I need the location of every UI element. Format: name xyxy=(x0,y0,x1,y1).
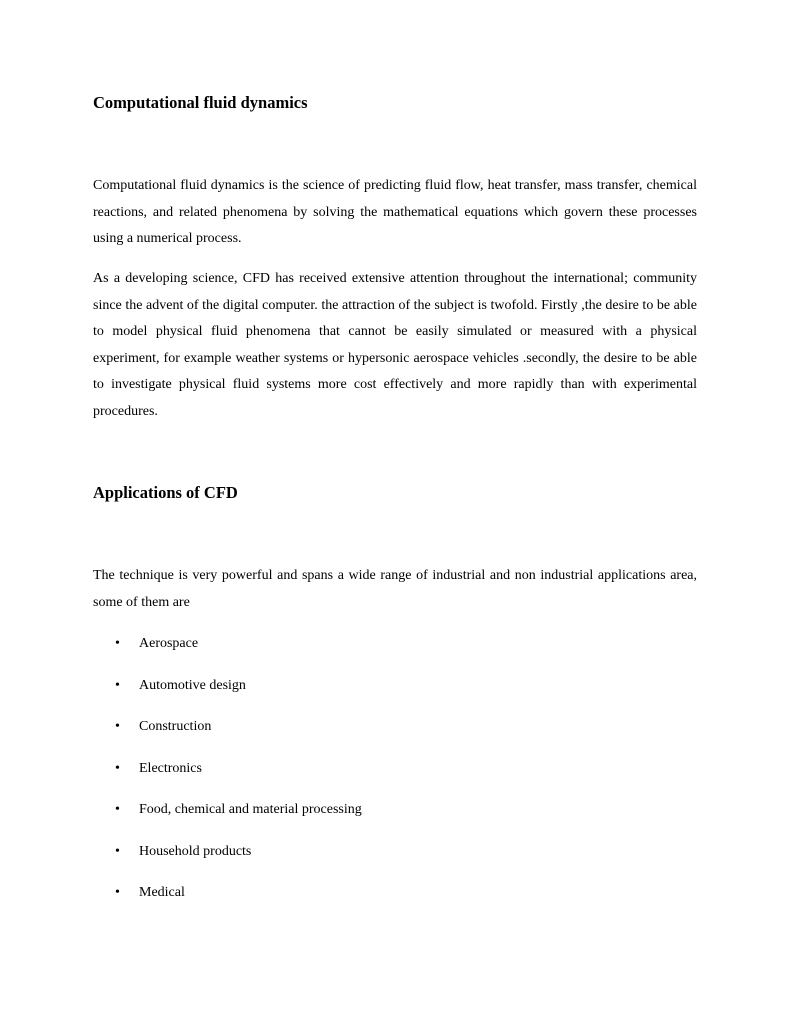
list-item-construction xyxy=(93,715,362,757)
heading-computational-fluid-dynamics: Computational fluid dynamics xyxy=(93,93,308,112)
list-item-automotive-design xyxy=(93,674,362,716)
list-item-label: Household products xyxy=(139,843,252,859)
list-item-household-products xyxy=(93,840,362,882)
list-item-label: Medical xyxy=(139,885,185,900)
bullet-icon: • xyxy=(115,885,120,900)
heading-applications-of-cfd: Applications of CFD xyxy=(93,483,238,502)
list-item-medical xyxy=(93,881,362,923)
paragraph-cfd-development: As a developing science, CFD has received extensive attention throughout the international; community since the advent of the digital computer. the attraction of the subject is twofold. Firstly ,the desire to be able to model physical fluid phenomena that cannot be easily simulated or measured with a physical experiment, for example weather systems or hypersonic aerospace vehicles .secondly, the desire to be able to investigate physical fluid systems more cost effectively and more rapidly than with experimental procedures. xyxy=(93,271,697,419)
applications-list xyxy=(93,632,362,923)
bullet-icon: • xyxy=(115,802,120,817)
paragraph-cfd-definition: Computational fluid dynamics is the science of predicting fluid flow, heat transfer, mass transfer, chemical reactions, and related phenomena by solving the mathematical equations which govern these processes using a numerical process. xyxy=(93,178,697,247)
list-item-food-chemical-material xyxy=(93,798,362,840)
bullet-icon: • xyxy=(115,843,120,859)
bullet-icon: • xyxy=(115,677,120,693)
list-item-electronics xyxy=(93,757,362,799)
paragraph-applications-intro: The technique is very powerful and spans a wide range of industrial and non industrial applications area, some of them are xyxy=(93,568,697,610)
list-item-label: Automotive design xyxy=(139,677,246,693)
bullet-icon: • xyxy=(115,719,120,734)
list-item-label: Construction xyxy=(139,719,212,734)
list-item-label: Food, chemical and material processing xyxy=(139,802,362,817)
bullet-icon: • xyxy=(115,760,120,776)
bullet-icon: • xyxy=(115,636,120,651)
list-item-label: Electronics xyxy=(139,760,202,776)
list-item-label: Aerospace xyxy=(139,636,199,651)
list-item-aerospace xyxy=(93,632,362,674)
